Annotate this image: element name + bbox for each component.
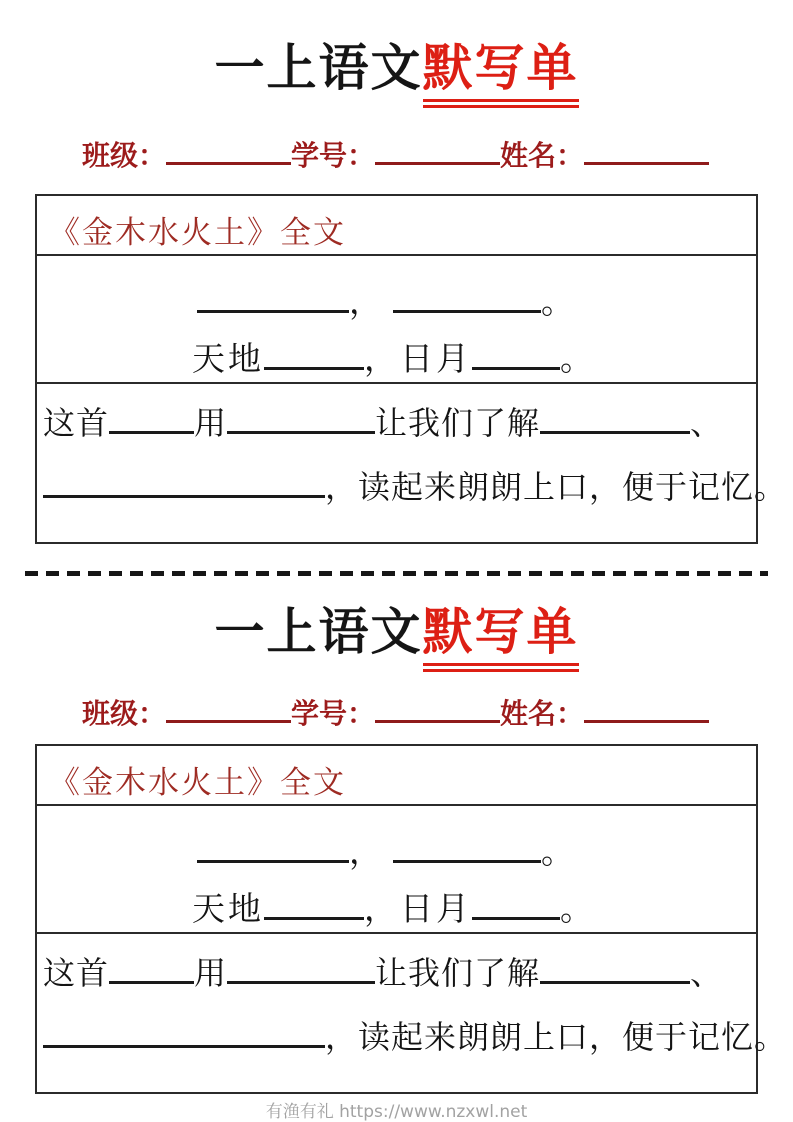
student-id-label: 学号：: [291, 141, 376, 172]
name-blank-line: [584, 137, 709, 165]
poem-lead-text: 天地: [192, 342, 264, 378]
class-blank-line: [166, 695, 291, 723]
student-info-row: [0, 134, 793, 174]
poem-line: [197, 276, 756, 323]
blank-line: [393, 833, 541, 863]
poem-section: [37, 256, 756, 384]
page-title: [0, 602, 793, 672]
blank-line: [43, 1018, 325, 1048]
analysis-text: 让我们了解: [375, 955, 541, 991]
footer-watermark: 有渔有礼 https://www.nzxwl.net: [265, 1102, 528, 1122]
blank-line: [109, 404, 194, 434]
poem-line: [197, 826, 756, 873]
poem-period: 。: [541, 285, 577, 321]
analysis-text: 用: [194, 955, 228, 991]
blank-line: [264, 890, 364, 920]
blank-line: [227, 404, 375, 434]
analysis-text: ，读起来朗朗上口，便于记忆。: [325, 1019, 788, 1055]
analysis-line: [43, 462, 788, 508]
dictation-box: [35, 744, 788, 1094]
student-id-blank-line: [375, 137, 500, 165]
blank-line: [540, 404, 690, 434]
box-title: 《金木水火土》全文: [37, 746, 756, 806]
student-id-label: 学号：: [291, 699, 376, 730]
analysis-line: [43, 398, 750, 444]
cut-line-divider: [25, 571, 768, 576]
box-title: 《金木水火土》全文: [37, 196, 756, 256]
blank-line: [197, 283, 349, 313]
analysis-text: 让我们了解: [375, 405, 541, 441]
analysis-section: [37, 384, 788, 542]
title-course-text: 一上语文: [214, 604, 423, 660]
poem-comma: ，: [349, 835, 385, 871]
analysis-line: [43, 1012, 788, 1058]
poem-line: [192, 883, 756, 930]
poem-period: 。: [560, 342, 596, 378]
analysis-text: 这首: [43, 955, 110, 991]
poem-comma: ，: [349, 285, 385, 321]
blank-line: [264, 340, 364, 370]
analysis-text: 这首: [43, 405, 110, 441]
worksheet-copy-2: [0, 602, 793, 1094]
blank-line: [393, 283, 541, 313]
blank-line: [197, 833, 349, 863]
blank-line: [43, 468, 325, 498]
analysis-text: ，读起来朗朗上口，便于记忆。: [325, 469, 788, 505]
title-highlight-text: 默写单: [423, 38, 579, 108]
name-label: 姓名：: [500, 141, 585, 172]
name-blank-line: [584, 695, 709, 723]
worksheet-copy-1: [0, 38, 793, 544]
page-title: [0, 38, 793, 108]
analysis-text: 、: [690, 405, 724, 441]
analysis-text: 用: [194, 405, 228, 441]
blank-line: [472, 340, 560, 370]
title-course-text: 一上语文: [214, 40, 423, 96]
poem-lead-text: 天地: [192, 892, 264, 928]
blank-line: [472, 890, 560, 920]
class-label: 班级：: [82, 141, 167, 172]
class-label: 班级：: [82, 699, 167, 730]
poem-section: [37, 806, 756, 934]
poem-line: [192, 333, 756, 380]
name-label: 姓名：: [500, 699, 585, 730]
blank-line: [109, 954, 194, 984]
analysis-section: [37, 934, 788, 1092]
blank-line: [540, 954, 690, 984]
student-id-blank-line: [375, 695, 500, 723]
student-info-row: [0, 692, 793, 732]
title-highlight-text: 默写单: [423, 602, 579, 672]
analysis-line: [43, 948, 750, 994]
poem-mid-text: ，日月: [364, 342, 472, 378]
poem-period: 。: [541, 835, 577, 871]
poem-mid-text: ，日月: [364, 892, 472, 928]
poem-period: 。: [560, 892, 596, 928]
dictation-box: [35, 194, 788, 544]
blank-line: [227, 954, 375, 984]
class-blank-line: [166, 137, 291, 165]
analysis-text: 、: [690, 955, 724, 991]
